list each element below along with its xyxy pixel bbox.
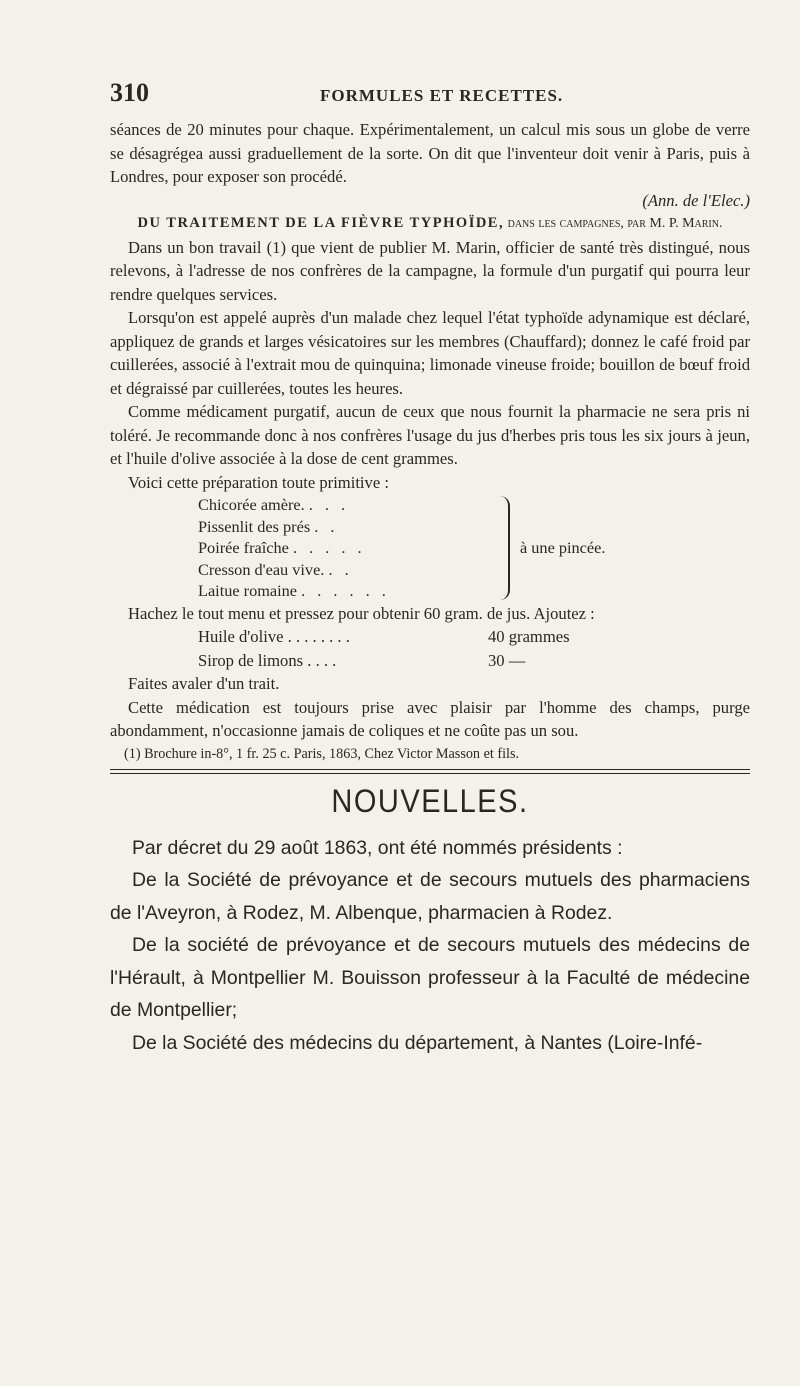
news-paragraph: De la société de prévoyance et de secours mutuels des médecins de l'Hérault, à Montpellier M. Bouisson professeur à la Faculté de médecine de Montpellier; [110, 934, 750, 1021]
running-title: FORMULES ET RECETTES. [320, 86, 564, 105]
article-body [110, 118, 750, 1059]
herb-recipe-list [198, 494, 750, 602]
brace-icon [498, 496, 510, 600]
section-title-main: DU TRAITEMENT DE LA FIÈVRE TYPHOÏDE, [137, 215, 505, 231]
paragraph: Hachez le tout menu et pressez pour obtenir 60 gram. de jus. Ajoutez : [128, 603, 595, 623]
page-number: 310 [110, 78, 149, 107]
paragraph: Comme médicament purgatif, aucun de ceux que nous fournit la pharmacie ne sera pris ni toléré. Je recommande donc à nos confrères l'usage du jus d'herbes pris tous les six jours à jeun, et l'huile d'olive associée à la dose de cent grammes. [110, 402, 750, 468]
paragraph: Dans un bon travail (1) que vient de publier M. Marin, officier de santé très distingué, nous relevons, à l'adresse de nos confrères de la campagne, la formule d'un purgatif qui pourra leur rendre quelques services. [110, 237, 750, 304]
divider [110, 769, 750, 770]
dose-quantity: 30 — [488, 650, 526, 670]
news-section [110, 832, 750, 1060]
recipe-item: Pissenlit des prés . . [198, 516, 339, 536]
section-title-byline: dans les campagnes, par M. P. Marin. [507, 216, 723, 231]
recipe-item: Laitue romaine . . . . . . [198, 581, 390, 600]
paragraph: séances de 20 minutes pour chaque. Expérimentalement, un calcul mis sous un globe de verre se désagrégea aussi graduellement de la sorte. On dit que l'inventeur doit venir à Paris, puis à Londres, pour exposer son procédé. [110, 120, 750, 186]
footnote: (1) Brochure in-8°, 1 fr. 25 c. Paris, 1863, Chez Victor Masson et fils. [124, 745, 520, 762]
recipe-dose: à une pincée. [520, 538, 606, 557]
paragraph: Faites avaler d'un trait. [128, 674, 280, 693]
dose-line: Huile d'olive . . . . . . . . 40 grammes [198, 625, 750, 649]
dose-quantity: 40 grammes [488, 627, 570, 646]
news-paragraph: De la Société de prévoyance et de secours mutuels des pharmaciens de l'Aveyron, à Rodez, M. Albenque, pharmacien à Rodez. [110, 869, 750, 924]
news-heading: NOUVELLES. [331, 783, 529, 820]
source-citation: (Ann. de l'Elec.) [642, 190, 750, 210]
paragraph: Cette médication est toujours prise avec plaisir par l'homme des champs, purge abondamment, n'occasionne jamais de coliques et ne coûte pas un sou. [110, 697, 750, 740]
recipe-item: Chicorée amère. . . . [198, 495, 350, 514]
page-header [110, 78, 750, 118]
divider [110, 773, 750, 774]
news-paragraph: De la Société des médecins du département, à Nantes (Loire-Infé- [132, 1031, 703, 1054]
section-title [110, 212, 750, 236]
paragraph: Voici cette préparation toute primitive : [128, 472, 389, 492]
paragraph: Lorsqu'on est appelé auprès d'un malade chez lequel l'état typhoïde adynamique est déclaré, appliquez de grands et larges vésicatoires sur les membres (Chauffard); donnez le café froid par cuillerées, associé à l'extrait mou de quinquina; limonade vineuse froide; bouillon de bœuf froid et dégraissé par cuillerées, toutes les heures. [110, 308, 750, 398]
dose-line: Sirop de limons . . . . 30 — [198, 649, 750, 673]
news-paragraph: Par décret du 29 août 1863, ont été nommés présidents : [132, 836, 623, 859]
recipe-item: Poirée fraîche . . . . . [198, 538, 366, 557]
recipe-item: Cresson d'eau vive. . . [198, 559, 353, 579]
